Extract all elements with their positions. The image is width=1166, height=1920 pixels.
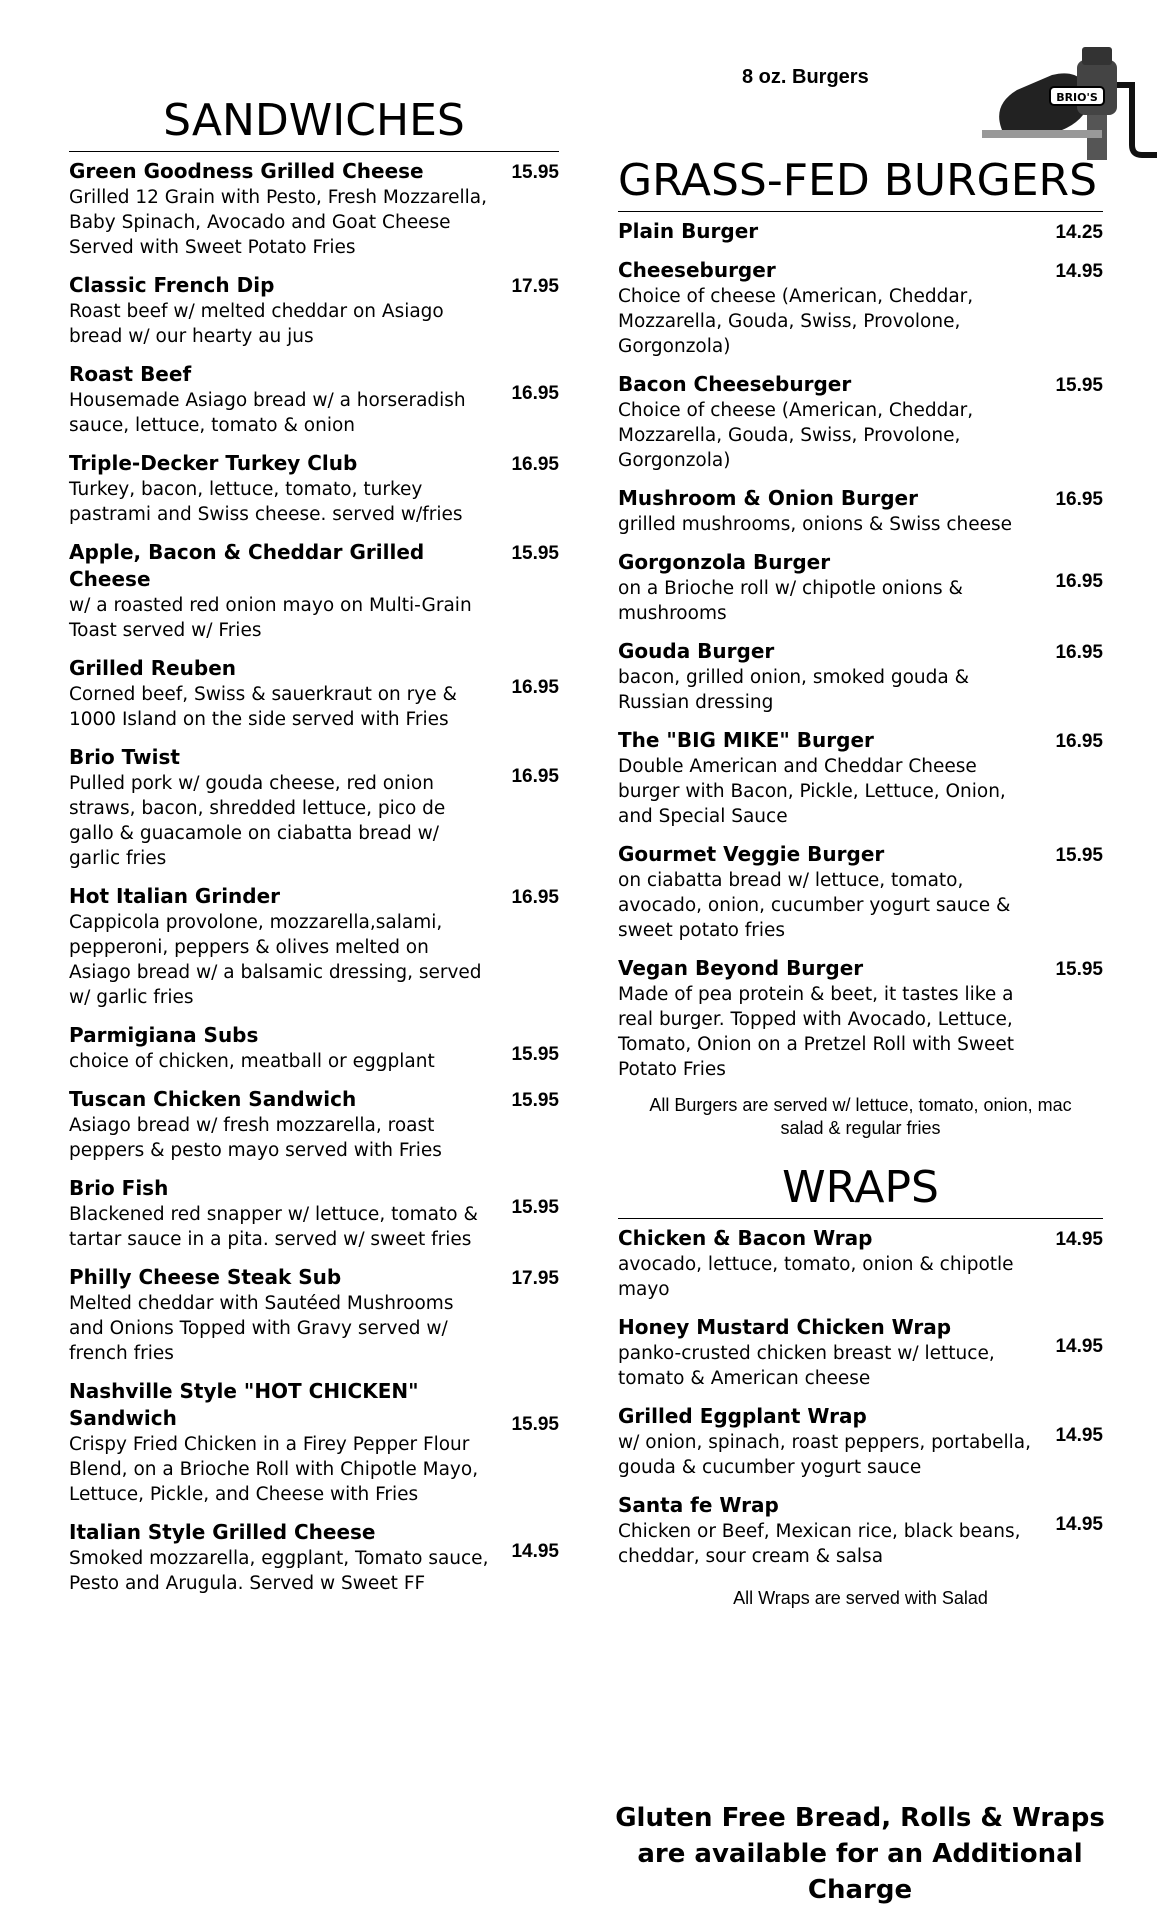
item-name: Santa fe Wrap [618,1493,779,1517]
item-price: 15.95 [511,543,559,564]
item-price: 17.95 [511,276,559,297]
item-name: Grilled Eggplant Wrap [618,1404,867,1428]
item-price: 15.95 [1055,845,1103,866]
item-price: 14.95 [1055,1229,1103,1250]
menu-item [618,1403,1103,1480]
item-name: Grilled Reuben [69,656,237,680]
item-name: Mushroom & Onion Burger [618,486,918,510]
item-desc: w/ onion, spinach, roast peppers, portabella, gouda & cucumber yogurt sauce [618,1432,1031,1478]
menu-item [618,638,1103,715]
logo-text: BRIO'S [1056,91,1098,104]
item-name: Parmigiana Subs [69,1023,259,1047]
burger-size-subheading: 8 oz. Burgers [742,66,869,88]
item-price: 17.95 [511,1268,559,1289]
menu-item [618,485,1103,537]
item-price: 15.95 [511,1090,559,1111]
menu-item [618,257,1103,359]
item-price: 15.95 [511,1414,559,1435]
item-name: Brio Fish [69,1176,169,1200]
item-price: 16.95 [511,766,559,787]
item-desc: on a Brioche roll w/ chipotle onions & mushrooms [618,578,963,624]
menu-item [69,361,559,438]
item-price: 14.95 [1055,1425,1103,1446]
burgers-title: GRASS-FED BURGERS [618,155,1098,206]
menu-item [69,1519,559,1596]
item-name: Gorgonzola Burger [618,550,831,574]
item-desc: Pulled pork w/ gouda cheese, red onion straws, bacon, shredded lettuce, pico de gallo & guacamole on ciabatta bread w/ garlic fries [69,773,446,869]
item-desc: Choice of cheese (American, Cheddar, Mozzarella, Gouda, Swiss, Provolone, Gorgonzola) [618,400,974,471]
menu-item [69,1264,559,1366]
item-price: 16.95 [1055,731,1103,752]
item-name: Gouda Burger [618,639,775,663]
menu-item [69,1175,559,1252]
wraps-title: WRAPS [782,1162,939,1213]
item-desc: Asiago bread w/ fresh mozzarella, roast peppers & pesto mayo served with Fries [69,1115,442,1161]
menu-item [618,1492,1103,1569]
item-desc: Choice of cheese (American, Cheddar, Mozzarella, Gouda, Swiss, Provolone, Gorgonzola) [618,286,974,357]
item-price: 16.95 [511,887,559,908]
item-desc: Double American and Cheddar Cheese burger with Bacon, Pickle, Lettuce, Onion, and Special Sauce [618,756,1006,827]
item-desc: avocado, lettuce, tomato, onion & chipotle mayo [618,1254,1014,1300]
item-price: 16.95 [511,454,559,475]
item-price: 15.95 [511,1197,559,1218]
burgers-wraps-section [618,60,1103,1610]
item-name: Apple, Bacon & Cheddar Grilled Cheese [69,540,425,591]
item-price: 14.95 [1055,1514,1103,1535]
item-desc: grilled mushrooms, onions & Swiss cheese [618,514,1013,535]
item-name: Roast Beef [69,362,192,386]
item-desc: on ciabatta bread w/ lettuce, tomato, avocado, onion, cucumber yogurt sauce & sweet potato fries [618,870,1011,941]
item-price: 16.95 [1055,571,1103,592]
item-name: Bacon Cheeseburger [618,372,852,396]
item-desc: Melted cheddar with Sautéed Mushrooms and Onions Topped with Gravy served w/ french fries [69,1293,454,1364]
item-desc: Roast beef w/ melted cheddar on Asiago bread w/ our hearty au jus [69,301,444,347]
menu-item [69,655,559,732]
menu-item [69,272,559,349]
sandwiches-divider [69,151,559,152]
burgers-divider [618,211,1103,212]
item-name: Gourmet Veggie Burger [618,842,885,866]
item-desc: Housemade Asiago bread w/ a horseradish sauce, lettuce, tomato & onion [69,390,466,436]
item-price: 16.95 [1055,642,1103,663]
item-desc: Made of pea protein & beet, it tastes like a real burger. Topped with Avocado, Lettuce, Tomato, Onion on a Pretzel Roll with Sweet Potato Fries [618,984,1014,1080]
item-desc: Chicken or Beef, Mexican rice, black beans, cheddar, sour cream & salsa [618,1521,1021,1567]
gluten-free-line-2: are available for an Additional Charge [637,1839,1083,1905]
gluten-free-notice [590,1800,1130,1908]
menu-item [618,371,1103,473]
wraps-note: All Wraps are served with Salad [733,1588,988,1608]
item-name: Classic French Dip [69,273,275,297]
item-name: Italian Style Grilled Cheese [69,1520,376,1544]
item-name: Chicken & Bacon Wrap [618,1226,873,1250]
menu-item [69,450,559,527]
menu-item [69,883,559,1010]
item-price: 15.95 [511,1044,559,1065]
burgers-note: All Burgers are served w/ lettuce, tomato, onion, mac salad & regular fries [649,1095,1072,1138]
item-name: Philly Cheese Steak Sub [69,1265,342,1289]
item-name: Brio Twist [69,745,180,769]
menu-item [618,1314,1103,1391]
menu-item [69,1086,559,1163]
item-desc: Grilled 12 Grain with Pesto, Fresh Mozzarella, Baby Spinach, Avocado and Goat Cheese Served with Sweet Potato Fries [69,187,488,258]
menu-item [69,539,559,643]
item-desc: Corned beef, Swiss & sauerkraut on rye & 1000 Island on the side served with Fries [69,684,457,730]
menu-item [618,1225,1103,1302]
menu-item [618,218,1103,245]
item-price: 15.95 [1055,959,1103,980]
item-desc: Turkey, bacon, lettuce, tomato, turkey pastrami and Swiss cheese. served w/fries [69,479,463,525]
menu-item [618,549,1103,626]
item-price: 16.95 [1055,489,1103,510]
item-price: 14.95 [1055,261,1103,282]
item-desc: choice of chicken, meatball or eggplant [69,1051,435,1072]
item-desc: Cappicola provolone, mozzarella,salami, pepperoni, peppers & olives melted on Asiago bread w/ a balsamic dressing, served w/ garlic fries [69,912,482,1008]
item-price: 15.95 [511,162,559,183]
item-price: 15.95 [1055,375,1103,396]
item-desc: Crispy Fried Chicken in a Firey Pepper Flour Blend, on a Brioche Roll with Chipotle Mayo, Lettuce, Pickle, and Cheese with Fries [69,1434,479,1505]
item-price: 14.95 [511,1541,559,1562]
item-name: Plain Burger [618,219,759,243]
menu-item [618,727,1103,829]
menu-item [618,955,1103,1082]
item-name: Tuscan Chicken Sandwich [69,1087,357,1111]
item-name: The "BIG MIKE" Burger [618,728,874,752]
item-desc: Smoked mozzarella, eggplant, Tomato sauce, Pesto and Arugula. Served w Sweet FF [69,1548,489,1594]
item-name: Vegan Beyond Burger [618,956,864,980]
wraps-divider [618,1218,1103,1219]
item-name: Hot Italian Grinder [69,884,281,908]
item-desc: panko-crusted chicken breast w/ lettuce, tomato & American cheese [618,1343,995,1389]
menu-item [69,158,559,260]
menu-item [69,1022,559,1074]
item-price: 14.25 [1055,222,1103,243]
menu-item [69,744,559,871]
item-price: 16.95 [511,677,559,698]
sandwiches-title: SANDWICHES [163,95,465,146]
sandwiches-section [69,95,559,1608]
menu-item [69,1378,559,1507]
item-name: Triple-Decker Turkey Club [69,451,358,475]
item-desc: w/ a roasted red onion mayo on Multi-Grain Toast served w/ Fries [69,595,472,641]
gluten-free-line-1: Gluten Free Bread, Rolls & Wraps [615,1803,1105,1833]
item-price: 16.95 [511,383,559,404]
item-desc: Blackened red snapper w/ lettuce, tomato & tartar sauce in a pita. served w/ sweet fries [69,1204,478,1250]
item-name: Honey Mustard Chicken Wrap [618,1315,952,1339]
item-desc: bacon, grilled onion, smoked gouda & Russian dressing [618,667,970,713]
item-name: Green Goodness Grilled Cheese [69,159,424,183]
item-name: Nashville Style "HOT CHICKEN" Sandwich [69,1379,419,1430]
menu-item [618,841,1103,943]
item-price: 14.95 [1055,1336,1103,1357]
item-name: Cheeseburger [618,258,776,282]
